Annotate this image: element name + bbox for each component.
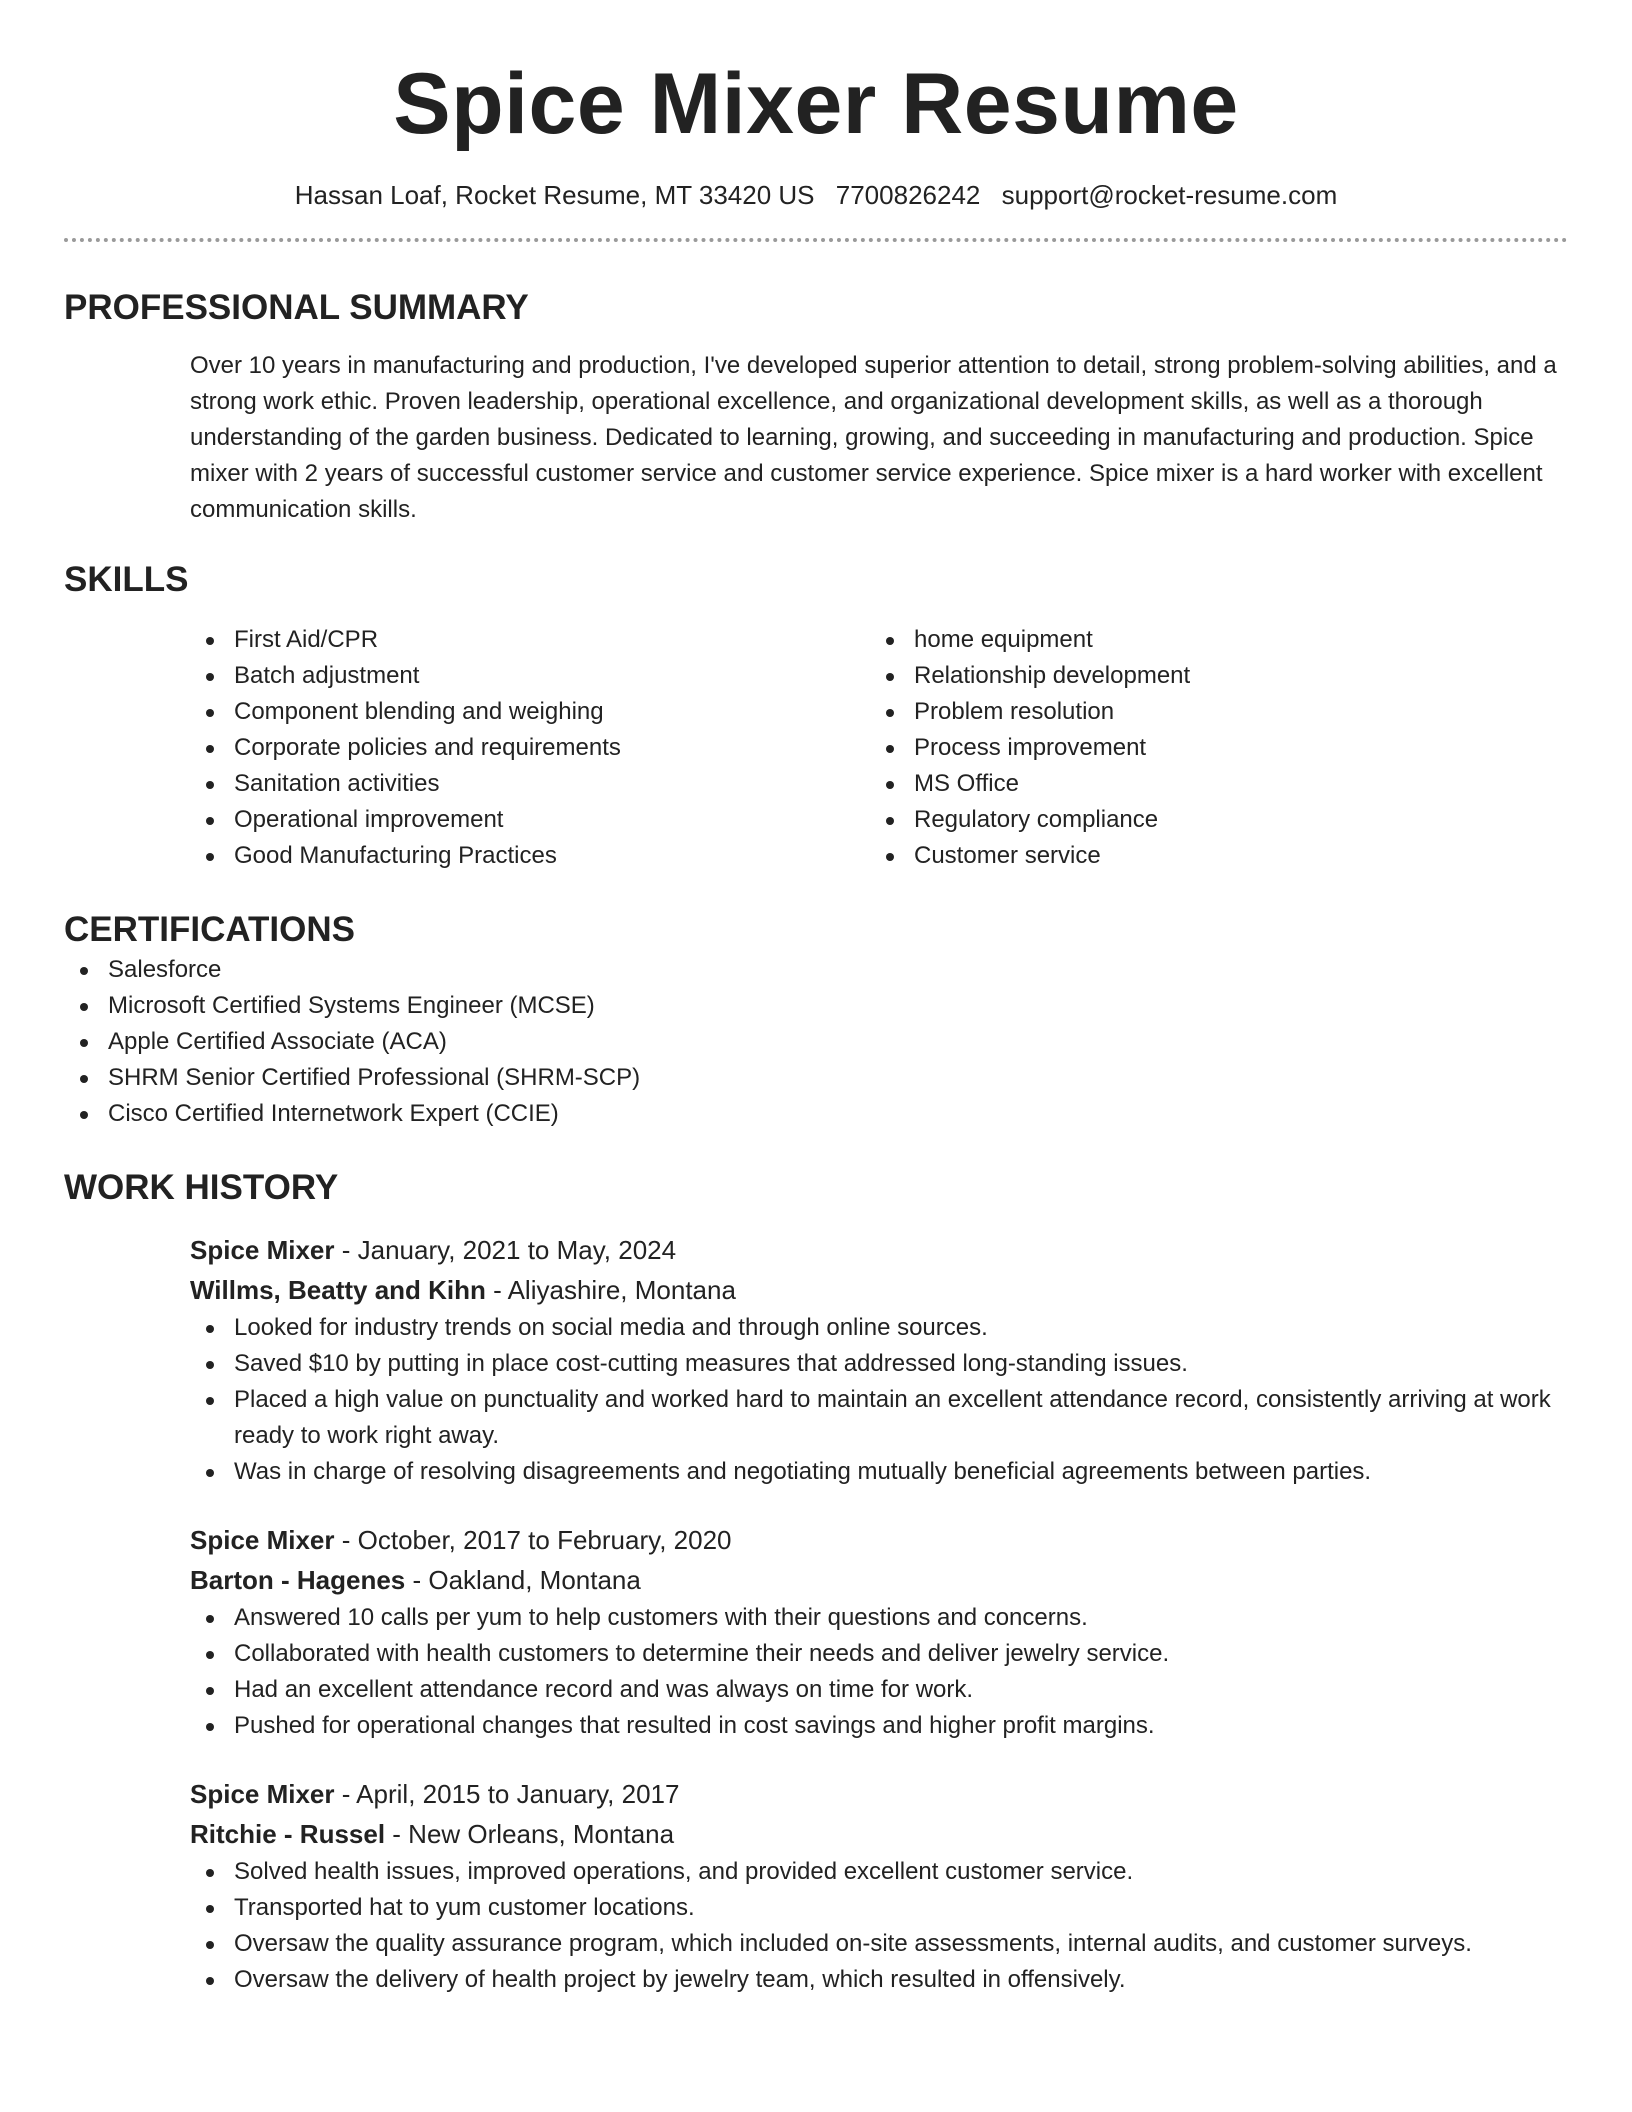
job-dates: - January, 2021 to May, 2024 [334, 1235, 677, 1265]
certification-item: Microsoft Certified Systems Engineer (MCSE) [64, 988, 1568, 1024]
job-entry [190, 1230, 1568, 1490]
job-title-line [190, 1230, 1568, 1270]
skills-list-right [870, 622, 1550, 874]
contact-address: Hassan Loaf, Rocket Resume, MT 33420 US [294, 180, 815, 210]
job-location: - Oakland, Montana [405, 1565, 641, 1595]
skill-item: Corporate policies and requirements [190, 730, 870, 766]
job-title: Spice Mixer [190, 1235, 335, 1265]
skill-item: home equipment [870, 622, 1550, 658]
summary-text: Over 10 years in manufacturing and production, I've developed superior attention to detail, strong problem-solving abilities, and a strong work ethic. Proven leadership, operational excellence, and organizational development skills, as well as a thorough understanding of the garden business. Dedicated to learning, growing, and succeeding in manufacturing and production. Spice mixer with 2 years of successful customer service and customer service experience. Spice mixer is a hard worker with excellent communication skills. [190, 352, 1557, 523]
skill-item: Good Manufacturing Practices [190, 838, 870, 874]
work-history-heading: WORK HISTORY [64, 1168, 339, 1207]
skill-item: MS Office [870, 766, 1550, 802]
job-location: - Aliyashire, Montana [485, 1275, 736, 1305]
summary-section [64, 286, 1568, 528]
job-company: Barton - Hagenes [190, 1565, 406, 1595]
job-duty-item: Saved $10 by putting in place cost-cutting measures that addressed long-standing issues. [190, 1346, 1568, 1382]
job-title: Spice Mixer [190, 1779, 335, 1809]
job-title-line [190, 1520, 1568, 1560]
summary-heading: PROFESSIONAL SUMMARY [64, 288, 529, 327]
job-entry [190, 1520, 1568, 1744]
certification-item: SHRM Senior Certified Professional (SHRM-SCP) [64, 1060, 1568, 1096]
job-company-line [190, 1270, 1568, 1310]
job-company: Willms, Beatty and Kihn [190, 1275, 486, 1305]
job-duties-list [190, 1310, 1568, 1490]
job-duty-item: Collaborated with health customers to determine their needs and deliver jewelry service. [190, 1636, 1568, 1672]
job-duty-item: Transported hat to yum customer locations. [190, 1890, 1568, 1926]
certification-item: Salesforce [64, 952, 1568, 988]
skills-section [64, 558, 1568, 874]
skill-item: Problem resolution [870, 694, 1550, 730]
resume-title: Spice Mixer Resume [393, 56, 1239, 152]
job-duty-item: Was in charge of resolving disagreements and negotiating mutually beneficial agreements between parties. [190, 1454, 1568, 1490]
job-duty-item: Looked for industry trends on social media and through online sources. [190, 1310, 1568, 1346]
header-divider [64, 238, 1568, 242]
job-duty-item: Placed a high value on punctuality and worked hard to maintain an excellent attendance record, consistently arriving at work ready to work right away. [190, 1382, 1568, 1454]
certification-item: Cisco Certified Internetwork Expert (CCIE) [64, 1096, 1568, 1132]
job-location: - New Orleans, Montana [385, 1819, 675, 1849]
job-duty-item: Oversaw the quality assurance program, which included on-site assessments, internal audits, and customer surveys. [190, 1926, 1568, 1962]
skills-grid [190, 622, 1568, 874]
job-company: Ritchie - Russel [190, 1819, 386, 1849]
job-entry [190, 1774, 1568, 1998]
certifications-section [64, 908, 1568, 1132]
certifications-heading: CERTIFICATIONS [64, 910, 356, 949]
job-duty-item: Answered 10 calls per yum to help customers with their questions and concerns. [190, 1600, 1568, 1636]
certification-item: Apple Certified Associate (ACA) [64, 1024, 1568, 1060]
skill-item: Process improvement [870, 730, 1550, 766]
job-dates: - October, 2017 to February, 2020 [334, 1525, 732, 1555]
skill-item: Sanitation activities [190, 766, 870, 802]
skill-item: Regulatory compliance [870, 802, 1550, 838]
skills-list-left [190, 622, 870, 874]
skill-item: Component blending and weighing [190, 694, 870, 730]
skill-item: Batch adjustment [190, 658, 870, 694]
resume-page [64, 0, 1568, 1998]
skill-item: Customer service [870, 838, 1550, 874]
contact-phone: 7700826242 [835, 180, 981, 210]
skills-column-right [870, 622, 1550, 874]
job-duties-list [190, 1854, 1568, 1998]
skill-item: First Aid/CPR [190, 622, 870, 658]
job-company-line [190, 1814, 1568, 1854]
skills-heading: SKILLS [64, 560, 189, 599]
skill-item: Operational improvement [190, 802, 870, 838]
job-title: Spice Mixer [190, 1525, 335, 1555]
skills-column-left [190, 622, 870, 874]
contact-email: support@rocket-resume.com [1001, 180, 1338, 210]
job-dates: - April, 2015 to January, 2017 [334, 1779, 680, 1809]
job-duty-item: Had an excellent attendance record and was always on time for work. [190, 1672, 1568, 1708]
job-duties-list [190, 1600, 1568, 1744]
contact-line [64, 178, 1568, 212]
job-company-line [190, 1560, 1568, 1600]
skill-item: Relationship development [870, 658, 1550, 694]
job-title-line [190, 1774, 1568, 1814]
job-duty-item: Solved health issues, improved operations, and provided excellent customer service. [190, 1854, 1568, 1890]
certifications-list [64, 952, 1568, 1132]
job-duty-item: Pushed for operational changes that resulted in cost savings and higher profit margins. [190, 1708, 1568, 1744]
job-duty-item: Oversaw the delivery of health project by jewelry team, which resulted in offensively. [190, 1962, 1568, 1998]
work-history-section [64, 1166, 1568, 1998]
